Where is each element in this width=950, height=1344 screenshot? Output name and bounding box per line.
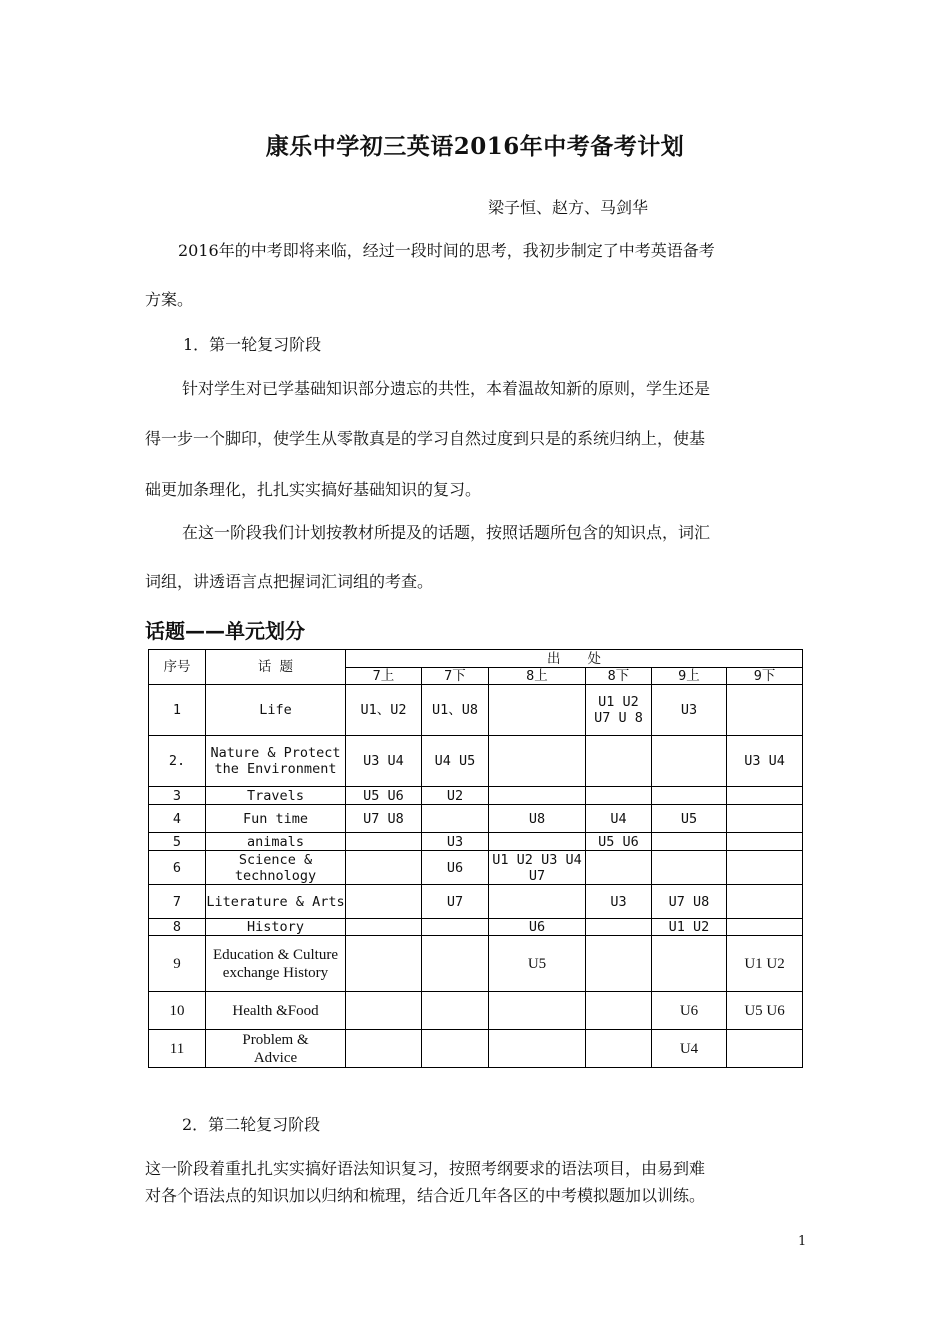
row-cell	[422, 805, 489, 833]
row-cell	[346, 919, 422, 936]
row-cell: U6	[422, 851, 489, 885]
row-cell	[422, 1030, 489, 1068]
row-cell: U1 U2	[727, 936, 803, 992]
row-topic: Health &Food	[206, 992, 346, 1030]
row-cell	[727, 833, 803, 851]
row-cell	[346, 885, 422, 919]
row-topic: Life	[206, 685, 346, 736]
header-grade: 7上	[346, 668, 422, 685]
row-topic: Science & technology	[206, 851, 346, 885]
header-grade: 8上	[489, 668, 586, 685]
row-topic: Nature & Protect the Environment	[206, 736, 346, 787]
row-topic: Travels	[206, 787, 346, 805]
row-cell	[586, 919, 652, 936]
row-cell: U4	[586, 805, 652, 833]
section1-heading: 1．第一轮复习阶段	[183, 335, 322, 354]
page-title: 康乐中学初三英语2016年中考备考计划	[265, 133, 685, 160]
table-row	[149, 685, 803, 736]
row-cell	[489, 1030, 586, 1068]
row-cell: U1 U2 U7 U 8	[586, 685, 652, 736]
row-cell	[346, 992, 422, 1030]
row-no: 4	[149, 805, 206, 833]
s2-line-2: 对各个语法点的知识加以归纳和梳理，结合近几年各区的中考模拟题加以训练。	[145, 1186, 706, 1205]
row-cell: U1、U8	[422, 685, 489, 736]
header-grade: 9上	[652, 668, 727, 685]
row-cell: U6	[489, 919, 586, 936]
row-cell	[422, 992, 489, 1030]
row-cell: U7	[422, 885, 489, 919]
table-heading: 话题——单元划分	[145, 619, 305, 643]
table-row	[149, 1030, 803, 1068]
row-cell: U3 U4	[346, 736, 422, 787]
header-source: 出 处	[346, 650, 803, 668]
row-cell	[346, 833, 422, 851]
row-cell: U5	[652, 805, 727, 833]
row-cell	[586, 1030, 652, 1068]
topic-unit-table	[148, 649, 803, 1068]
row-cell: U5	[489, 936, 586, 992]
row-cell	[346, 936, 422, 992]
table-row	[149, 992, 803, 1030]
row-no: 8	[149, 919, 206, 936]
row-cell	[652, 851, 727, 885]
row-no: 7	[149, 885, 206, 919]
table-row	[149, 787, 803, 805]
row-cell	[652, 787, 727, 805]
row-topic: History	[206, 919, 346, 936]
table-row	[149, 736, 803, 787]
row-topic: Problem & Advice	[206, 1030, 346, 1068]
row-cell	[586, 992, 652, 1030]
row-cell: U7 U8	[652, 885, 727, 919]
row-cell	[727, 919, 803, 936]
row-cell: U8	[489, 805, 586, 833]
row-cell	[346, 851, 422, 885]
table-row	[149, 885, 803, 919]
row-cell	[652, 833, 727, 851]
page-number: 1	[798, 1234, 807, 1249]
table-row	[149, 851, 803, 885]
section2-heading: 2．第二轮复习阶段	[182, 1115, 321, 1134]
row-cell	[586, 787, 652, 805]
row-cell: U3 U4	[727, 736, 803, 787]
authors: 梁子恒、赵方、马剑华	[488, 198, 649, 217]
row-cell	[586, 851, 652, 885]
row-cell	[652, 736, 727, 787]
row-topic: Fun time	[206, 805, 346, 833]
header-topic: 话 题	[206, 650, 346, 685]
row-topic: animals	[206, 833, 346, 851]
s2-line-1: 这一阶段着重扎扎实实搞好语法知识复习，按照考纲要求的语法项目，由易到难	[145, 1159, 706, 1178]
table-row	[149, 805, 803, 833]
s1-p1-line-3: 础更加条理化，扎扎实实搞好基础知识的复习。	[145, 480, 482, 499]
row-cell: U2	[422, 787, 489, 805]
row-cell	[489, 787, 586, 805]
row-cell	[489, 992, 586, 1030]
row-cell: U1 U2 U3 U4 U7	[489, 851, 586, 885]
row-cell	[422, 936, 489, 992]
row-cell	[346, 1030, 422, 1068]
row-cell: U5 U6	[727, 992, 803, 1030]
row-topic: Literature & Arts	[206, 885, 346, 919]
row-no: 11	[149, 1030, 206, 1068]
row-cell: U6	[652, 992, 727, 1030]
row-cell	[727, 1030, 803, 1068]
row-cell: U1、U2	[346, 685, 422, 736]
row-no: 10	[149, 992, 206, 1030]
intro-line-1: 2016年的中考即将来临，经过一段时间的思考，我初步制定了中考英语备考	[178, 241, 715, 260]
row-cell	[727, 685, 803, 736]
row-cell	[586, 936, 652, 992]
header-grade: 7下	[422, 668, 489, 685]
row-cell: U3	[652, 685, 727, 736]
row-cell: U5 U6	[586, 833, 652, 851]
row-no: 1	[149, 685, 206, 736]
row-cell: U5 U6	[346, 787, 422, 805]
row-cell	[489, 885, 586, 919]
row-cell	[727, 787, 803, 805]
row-cell: U7 U8	[346, 805, 422, 833]
row-cell	[489, 736, 586, 787]
row-no: 5	[149, 833, 206, 851]
s1-p1-line-2: 得一步一个脚印，使学生从零散真是的学习自然过度到只是的系统归纳上，使基	[145, 429, 706, 448]
row-cell	[489, 833, 586, 851]
row-cell	[727, 851, 803, 885]
row-cell	[727, 805, 803, 833]
row-cell	[727, 885, 803, 919]
row-cell	[586, 736, 652, 787]
row-cell	[489, 685, 586, 736]
row-cell: U3	[586, 885, 652, 919]
s1-p1-line-1: 针对学生对已学基础知识部分遗忘的共性，本着温故知新的原则，学生还是	[182, 379, 711, 398]
row-no: 2.	[149, 736, 206, 787]
header-grade: 8下	[586, 668, 652, 685]
s1-p2-line-2: 词组，讲透语言点把握词汇词组的考查。	[145, 572, 434, 591]
row-cell: U4 U5	[422, 736, 489, 787]
row-cell: U3	[422, 833, 489, 851]
row-topic: Education & Culture exchange History	[206, 936, 346, 992]
table-row	[149, 936, 803, 992]
header-grade: 9下	[727, 668, 803, 685]
row-cell: U4	[652, 1030, 727, 1068]
row-cell: U1 U2	[652, 919, 727, 936]
row-cell	[652, 936, 727, 992]
row-no: 3	[149, 787, 206, 805]
header-no: 序号	[149, 650, 206, 685]
s1-p2-line-1: 在这一阶段我们计划按教材所提及的话题，按照话题所包含的知识点，词汇	[182, 523, 711, 542]
row-no: 6	[149, 851, 206, 885]
row-no: 9	[149, 936, 206, 992]
row-cell	[422, 919, 489, 936]
intro-line-2: 方案。	[145, 290, 194, 309]
table-row	[149, 919, 803, 936]
table-row	[149, 833, 803, 851]
